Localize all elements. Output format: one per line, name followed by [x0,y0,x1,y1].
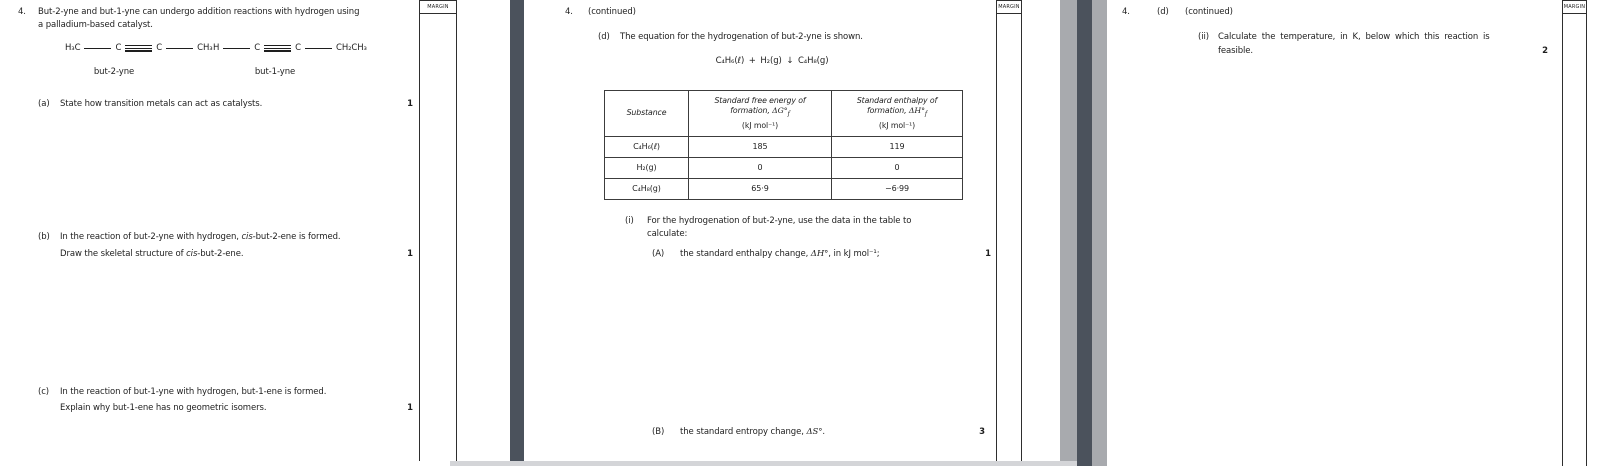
p3-d-label: (d) [1157,7,1169,17]
cell-substance: C₄H₆(ℓ) [605,137,689,158]
p1-s1-left-group: H₃C [65,43,81,53]
p3-part-ii-line2: feasible. [1218,46,1254,56]
p2-margin-column [996,0,1022,461]
header-enthalpy: Standard enthalpy of formation, $\Delta H^\circ_f$ (kJ mol⁻¹) [832,91,963,137]
p2-question-number: 4. [565,7,573,17]
p2-part-i-line1: For the hydrogenation of but-2-yne, use the data in the table to [647,216,912,226]
p3-part-ii-mark: 2 [1542,46,1548,56]
but-1-yne-caption: but-1-yne [254,67,296,77]
p2-part-d-label: (d) [598,32,610,42]
p2-continued: (continued) [588,7,636,17]
p2-part-A-label: (A) [652,249,665,259]
table-row [605,158,963,179]
but-2-yne-structure [65,43,213,54]
p1-margin-label: MARGIN [420,0,456,14]
p1-part-c-line1: In the reaction of but-1-yne with hydrogen, but-1-ene is formed. [60,387,327,397]
p1-question-number: 4. [18,7,26,17]
but-2-yne-caption: but-2-yne [93,67,135,77]
page-gap-bar-2 [1077,0,1092,466]
p1-part-c-line2: Explain why but-1-ene has no geometric isomers. [60,403,267,413]
cell-substance: C₄H₈(g) [605,179,689,200]
header-substance: Substance [605,91,689,137]
p3-part-ii-label: (ii) [1198,32,1209,42]
table-row [605,137,963,158]
p1-intro-line1: But-2-yne and but-1-yne can undergo addition reactions with hydrogen using [38,7,360,17]
p2-part-d-text: The equation for the hydrogenation of but-2-yne is shown. [620,32,863,42]
page-gap-bar-1 [510,0,524,461]
p3-margin-column [1562,0,1587,466]
p1-part-a-text: State how transition metals can act as catalysts. [60,99,263,109]
single-bond-line [305,48,332,49]
p2-part-i-label: (i) [625,216,634,226]
p1-part-a-label: (a) [38,99,50,109]
triple-bond-icon [125,45,152,52]
cell-enthalpy: −6·99 [832,179,963,200]
p3-margin-label: MARGIN [1563,0,1586,14]
p1-part-a-mark: 1 [407,99,413,109]
single-bond-line [166,48,193,49]
p2-part-B-mark: 3 [979,427,985,437]
p1-part-b-label: (b) [38,232,50,242]
p1-s1-carbon1: C [115,43,122,53]
p2-part-A-text: the standard enthalpy change, ΔH°, in kJ mol⁻¹; [680,249,880,259]
cell-enthalpy: 0 [832,158,963,179]
p3-continued: (continued) [1185,7,1233,17]
p1-part-c-label: (c) [38,387,50,397]
p3-question-number: 4. [1122,7,1130,17]
p1-s2-right-group: CH₂CH₃ [335,43,367,53]
table-row [605,179,963,200]
cell-free-energy: 65·9 [689,179,832,200]
p2-part-B-text: the standard entropy change, ΔS°. [680,427,825,437]
thermodynamic-data-table [604,90,963,200]
p1-s1-carbon2: C [156,43,163,53]
cell-enthalpy: 119 [832,137,963,158]
p3-part-ii-line1: Calculate the temperature, in K, below which this reaction is [1218,32,1490,42]
p1-margin-column [419,0,457,461]
cell-free-energy: 0 [689,158,832,179]
p1-intro-line2: a palladium-based catalyst. [38,20,153,30]
single-bond-line [223,48,250,49]
p1-part-c-mark: 1 [407,403,413,413]
hydrogenation-equation: C₄H₆(ℓ) + H₂(g) ↓ C₄H₈(g) [715,56,829,66]
header-free-energy: Standard free energy of formation, $\Delta G^\circ_f$ (kJ mol⁻¹) [689,91,832,137]
triple-bond-icon [264,45,291,52]
cell-substance: H₂(g) [605,158,689,179]
p1-s2-carbon2: C [295,43,301,53]
cell-free-energy: 185 [689,137,832,158]
but-1-yne-structure [213,43,367,54]
p2-part-B-label: (B) [652,427,665,437]
bottom-strip [450,461,1077,466]
single-bond-line [84,48,111,49]
p2-part-i-line2: calculate: [647,229,688,239]
p1-part-b-line1: In the reaction of but-2-yne with hydrogen, cis-but-2-ene is formed. [60,232,341,242]
p1-s2-carbon1: C [254,43,261,53]
p1-part-b-mark: 1 [407,249,413,259]
p1-s1-right-group: CH₃ [197,43,213,53]
p2-margin-label: MARGIN [997,0,1021,14]
table-header-row [605,91,963,137]
p1-s2-left-group: H [213,43,220,53]
p2-part-A-mark: 1 [985,249,991,259]
p1-part-b-line2: Draw the skeletal structure of cis-but-2-ene. [60,249,244,259]
